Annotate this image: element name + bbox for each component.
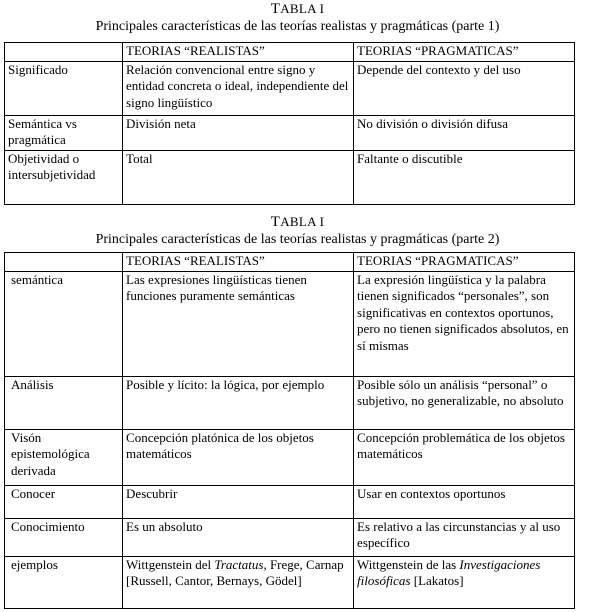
table2-caption	[0, 213, 595, 248]
table-row	[5, 115, 575, 150]
realist-cell: Es un absoluto	[123, 518, 354, 556]
pragmatic-cell: Depende del contexto y del uso	[354, 61, 575, 115]
realist-cell: División neta	[123, 115, 354, 150]
table2	[4, 252, 575, 609]
table1-header-pragmatic: TEORIAS “PRAGMATICAS”	[354, 43, 575, 62]
row-label: Conocer	[5, 485, 123, 518]
realist-cell: Total	[123, 150, 354, 204]
realist-cell: Descubrir	[123, 485, 354, 518]
pragmatic-cell: Es relativo a las circunstancias y al uso específico	[354, 518, 575, 556]
table-row	[5, 150, 575, 204]
realist-cell: Concepción platónica de los objetos matemáticos	[123, 429, 354, 485]
tractatus-title: Tractatus	[214, 556, 264, 572]
table-row	[5, 61, 575, 115]
realist-examples-pre: Wittgenstein del	[126, 556, 215, 572]
realist-cell: Relación convencional entre signo y entidad concreta o ideal, independiente del signo lingüístico	[123, 61, 354, 115]
pragmatic-cell: La expresión lingüística y la palabra tienen significados “personales”, son significativas en contextos oportunos, pero no tienen significados absolutos, en sí mismas	[354, 271, 575, 376]
table-row	[5, 429, 575, 485]
realist-examples-cell	[123, 556, 354, 608]
pragmatic-cell: Usar en contextos oportunos	[354, 485, 575, 518]
table-row	[5, 271, 575, 376]
pragmatic-cell: Faltante o discutible	[354, 150, 575, 204]
table1-header-empty	[5, 43, 123, 62]
table-row-examples	[5, 556, 575, 608]
row-label: Conocimiento	[5, 518, 123, 556]
table-row	[5, 518, 575, 556]
table2-header-pragmatic: TEORIAS “PRAGMATICAS”	[354, 253, 575, 272]
table1-title: Principales características de las teorías realistas y pragmáticas (parte 1)	[95, 19, 500, 34]
table2-header-row	[5, 253, 575, 272]
pragmatic-cell: Posible sólo un análisis “personal” o subjetivo, no generalizable, no absoluto	[354, 376, 575, 429]
pragmatic-examples-post: [Lakatos]	[410, 573, 464, 589]
row-label: semántica	[5, 271, 123, 376]
row-label: Análisis	[5, 376, 123, 429]
realist-cell: Posible y lícito: la lógica, por ejemplo	[123, 376, 354, 429]
table1-caption	[0, 0, 595, 35]
row-label: Visón epistemológica derivada	[5, 429, 123, 485]
pragmatic-cell: Concepción problemática de los objetos matemáticos	[354, 429, 575, 485]
pragmatic-cell: No división o división difusa	[354, 115, 575, 150]
table-row	[5, 485, 575, 518]
pragmatic-examples-pre: Wittgenstein de las	[357, 556, 460, 572]
row-label: Semántica vs pragmática	[5, 115, 123, 150]
realist-examples-post: , Frege, Carnap [Russell, Cantor, Bernays, Gödel]	[126, 556, 344, 589]
pragmatic-examples-cell	[354, 556, 575, 608]
investigaciones-title: Investigaciones filosóficas	[357, 556, 541, 589]
table-row	[5, 376, 575, 429]
table1-header-realist: TEORIAS “REALISTAS”	[123, 43, 354, 62]
row-label: Significado	[5, 61, 123, 115]
table2-header-empty	[5, 253, 123, 272]
table1	[4, 42, 575, 205]
table2-header-realist: TEORIAS “REALISTAS”	[123, 253, 354, 272]
row-label: ejemplos	[5, 556, 123, 608]
row-label: Objetividad o intersubjetividad	[5, 150, 123, 204]
table1-header-row	[5, 43, 575, 62]
table1-label: TABLA I	[270, 1, 325, 17]
table2-title: Principales características de las teorías realistas y pragmáticas (parte 2)	[95, 232, 500, 247]
table2-label: TABLA I	[270, 214, 325, 230]
realist-cell: Las expresiones lingüísticas tienen funciones puramente semánticas	[123, 271, 354, 376]
